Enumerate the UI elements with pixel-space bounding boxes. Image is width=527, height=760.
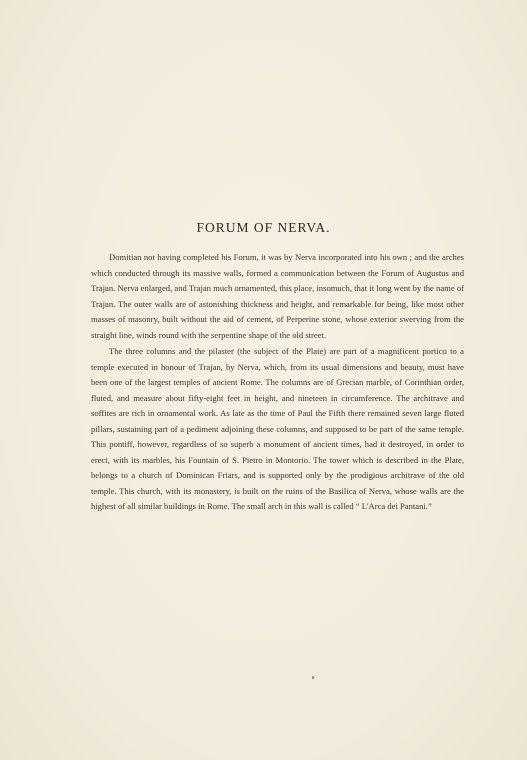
paragraph-2: The three columns and the pilaster (the subject of the Plate) are part of a magnificent portico to a temple executed in honour of Trajan, by Nerva, which, from its usual dimensions and beauty, must have been one of the largest temples of ancient Rome. The columns are of Grecian marble, of Corinthian order, fluted, and measure about fifty-eight feet in height, and nineteen in circumference. The architrave and soffites are rich in ornamental work. As late as the time of Paul the Fifth there remained seven large fluted pillars, sustaining part of a pediment adjoining these columns, and supposed to be part of the same temple. This pontiff, however, regardless of so superb a monument of ancient times, had it destroyed, in order to erect, with its marbles, his Fountain of S. Pietro in Montorio. The tower which is described in the Plate, belongs to a church of Dominican Friars, and is supported only by the prodigious architrave of the old temple. This church, with its monastery, is built on the ruins of the Basilica of Nerva, whose walls are the highest of all similar buildings in Rome. The small arch in this wall is called “ L'Arca dei Pantani.” xyxy=(91,346,464,511)
body-text xyxy=(91,250,464,515)
paragraph-1: Domitian not having completed his Forum, it was by Nerva incorporated into his own ; and the arches which conducted through its massive walls, formed a communication between the Forum of Augustus and Trajan. Nerva enlarged, and Trajan much ornamented, this place, insomuch, that it long went by the name of Trajan. The outer walls are of astonishing thickness and height, and remarkable for being, like most other masses of masonry, built without the aid of cement, of Perperine stone, whose exterior swerving from the straight line, winds round with the serpentine shape of the old street. xyxy=(91,252,464,340)
page-title: FORUM OF NERVA. xyxy=(196,220,331,235)
paper-speck xyxy=(312,676,314,679)
